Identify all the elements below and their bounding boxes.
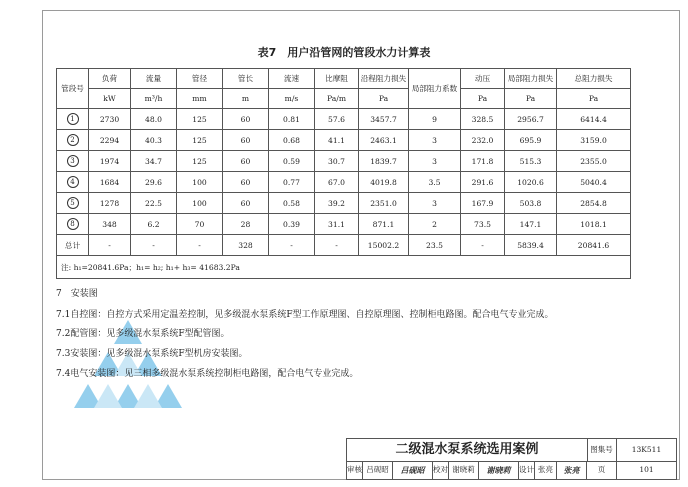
segment-id-cell (57, 151, 89, 172)
atlas-label: 图集号 (587, 439, 617, 461)
cell: 1018.1 (557, 214, 631, 235)
cell: 34.7 (131, 151, 177, 172)
drawing-title: 二级混水泵系统选用案例 (347, 439, 588, 461)
cell: - (177, 235, 223, 256)
table-row (57, 172, 631, 193)
cell: 22.5 (131, 193, 177, 214)
review-label: 审核 (347, 461, 363, 479)
table-row (57, 130, 631, 151)
header-row (57, 69, 631, 89)
col-unit: mm (177, 89, 223, 109)
cell: 28 (223, 214, 269, 235)
reviewer-signature: 吕砚昭 (393, 461, 433, 479)
cell: 348 (89, 214, 131, 235)
col-unit: Pa (557, 89, 631, 109)
cell: 5040.4 (557, 172, 631, 193)
cell: 0.77 (269, 172, 315, 193)
cell: 167.9 (461, 193, 505, 214)
cell: 70 (177, 214, 223, 235)
cell: 2730 (89, 109, 131, 130)
cell: 125 (177, 151, 223, 172)
total-row (57, 235, 631, 256)
col-header: 总阻力损失 (557, 69, 631, 89)
cell: 5839.4 (505, 235, 557, 256)
page-label: 页 (587, 461, 617, 479)
cell: 31.1 (315, 214, 359, 235)
cell: 60 (223, 172, 269, 193)
col-header: 比摩阻 (315, 69, 359, 89)
cell: 60 (223, 109, 269, 130)
total-label: 总计 (57, 235, 89, 256)
cell: 147.1 (505, 214, 557, 235)
cell: 29.6 (131, 172, 177, 193)
cell: 100 (177, 193, 223, 214)
cell: 4019.8 (359, 172, 409, 193)
table-row (57, 151, 631, 172)
col-header: 局部阻力系数 (409, 69, 461, 109)
section-item: 7.2配管图：见多级混水泵系统F型配管图。 (56, 329, 230, 339)
col-unit: m/s (269, 89, 315, 109)
atlas-number: 13K511 (631, 445, 662, 454)
design-label: 设计 (519, 461, 535, 479)
cell: - (269, 235, 315, 256)
page-number: 101 (639, 465, 654, 474)
col-unit: Pa (461, 89, 505, 109)
cell: 171.8 (461, 151, 505, 172)
col-unit: kW (89, 89, 131, 109)
cell: 60 (223, 151, 269, 172)
segment-id-cell (57, 193, 89, 214)
cell: 3159.0 (557, 130, 631, 151)
cell: 1020.6 (505, 172, 557, 193)
cell: 48.0 (131, 109, 177, 130)
title-block-row (347, 461, 676, 479)
cell: 0.39 (269, 214, 315, 235)
segment-id-cell (57, 109, 89, 130)
cell: 6414.4 (557, 109, 631, 130)
cell: 9 (409, 109, 461, 130)
segment-id-cell (57, 214, 89, 235)
cell: 20841.6 (557, 235, 631, 256)
cell: 0.58 (269, 193, 315, 214)
col-header: 流速 (269, 69, 315, 89)
cell: 30.7 (315, 151, 359, 172)
unit-row (57, 89, 631, 109)
cell: 2355.0 (557, 151, 631, 172)
cell: 515.3 (505, 151, 557, 172)
col-unit: m³/h (131, 89, 177, 109)
col-header: 管段号 (57, 69, 89, 109)
col-header: 流量 (131, 69, 177, 89)
title-block-row (347, 439, 676, 462)
segment-id: 8 (67, 218, 79, 230)
cell: 3457.7 (359, 109, 409, 130)
cell: 39.2 (315, 193, 359, 214)
segment-id: 1 (67, 113, 79, 125)
section-item: 7.1自控图：自控方式采用定温差控制，见多级混水泵系统F型工作原理图、自控原理图、控制柜电路图。配合电气专业完成。 (56, 310, 554, 320)
cell: 2 (409, 214, 461, 235)
table-row (57, 214, 631, 235)
col-unit: Pa (359, 89, 409, 109)
col-header: 局部阻力损失 (505, 69, 557, 89)
cell: 2854.8 (557, 193, 631, 214)
cell: 1684 (89, 172, 131, 193)
col-header: 动压 (461, 69, 505, 89)
cell: 0.68 (269, 130, 315, 151)
cell: 695.9 (505, 130, 557, 151)
section-heading: 7 安装图 (56, 289, 98, 299)
cell: 125 (177, 109, 223, 130)
cell: 3 (409, 193, 461, 214)
cell: 40.3 (131, 130, 177, 151)
cell: 125 (177, 130, 223, 151)
cell: 41.1 (315, 130, 359, 151)
cell: - (315, 235, 359, 256)
segment-id: 3 (67, 155, 79, 167)
note-row (57, 256, 631, 279)
col-header: 管长 (223, 69, 269, 89)
cell: 291.6 (461, 172, 505, 193)
checker-name: 谢晓莉 (449, 461, 479, 479)
cell: 1974 (89, 151, 131, 172)
cell: 328.5 (461, 109, 505, 130)
cell: 2956.7 (505, 109, 557, 130)
designer-signature: 张亮 (557, 461, 587, 479)
segment-id: 4 (67, 176, 79, 188)
cell: 1278 (89, 193, 131, 214)
cell: 100 (177, 172, 223, 193)
cell: 871.1 (359, 214, 409, 235)
cell: - (89, 235, 131, 256)
cell: 1839.7 (359, 151, 409, 172)
cell: 73.5 (461, 214, 505, 235)
designer-name: 张亮 (535, 461, 557, 479)
cell: 67.0 (315, 172, 359, 193)
col-header: 管径 (177, 69, 223, 89)
cell: 60 (223, 130, 269, 151)
cell: 15002.2 (359, 235, 409, 256)
cell: 2351.0 (359, 193, 409, 214)
table-row (57, 193, 631, 214)
hydraulic-table (56, 68, 631, 279)
cell: - (131, 235, 177, 256)
cell: 3 (409, 130, 461, 151)
segment-id: 5 (67, 197, 79, 209)
cell: 3 (409, 151, 461, 172)
cell: 0.81 (269, 109, 315, 130)
cell: 0.59 (269, 151, 315, 172)
segment-id-cell (57, 172, 89, 193)
col-header: 沿程阻力损失 (359, 69, 409, 89)
cell: 232.0 (461, 130, 505, 151)
col-header: 负荷 (89, 69, 131, 89)
table-row (57, 109, 631, 130)
col-unit: Pa (505, 89, 557, 109)
cell: - (461, 235, 505, 256)
segment-id: 2 (67, 134, 79, 146)
cell: 57.6 (315, 109, 359, 130)
section-item: 7.4电气安装图：见三相多级混水泵系统控制柜电路图，配合电气专业完成。 (56, 369, 359, 379)
checker-signature: 谢晓莉 (479, 461, 519, 479)
segment-id-cell (57, 130, 89, 151)
cell: 2463.1 (359, 130, 409, 151)
table-note: 注: h₁=20841.6Pa；h₁= h₂; h₁+ h₃= 41683.2Pa (57, 256, 631, 279)
cell: 2294 (89, 130, 131, 151)
col-unit: m (223, 89, 269, 109)
reviewer-name: 吕砚昭 (363, 461, 393, 479)
cell: 6.2 (131, 214, 177, 235)
col-unit: Pa/m (315, 89, 359, 109)
table-title: 表7 用户沿管网的管段水力计算表 (257, 46, 431, 59)
cell: 60 (223, 193, 269, 214)
check-label: 校对 (433, 461, 449, 479)
cell: 328 (223, 235, 269, 256)
cell: 23.5 (409, 235, 461, 256)
cell: 3.5 (409, 172, 461, 193)
section-item: 7.3安装图：见多级混水泵系统F型机房安装图。 (56, 349, 248, 359)
cell: 503.8 (505, 193, 557, 214)
title-block (346, 438, 677, 480)
